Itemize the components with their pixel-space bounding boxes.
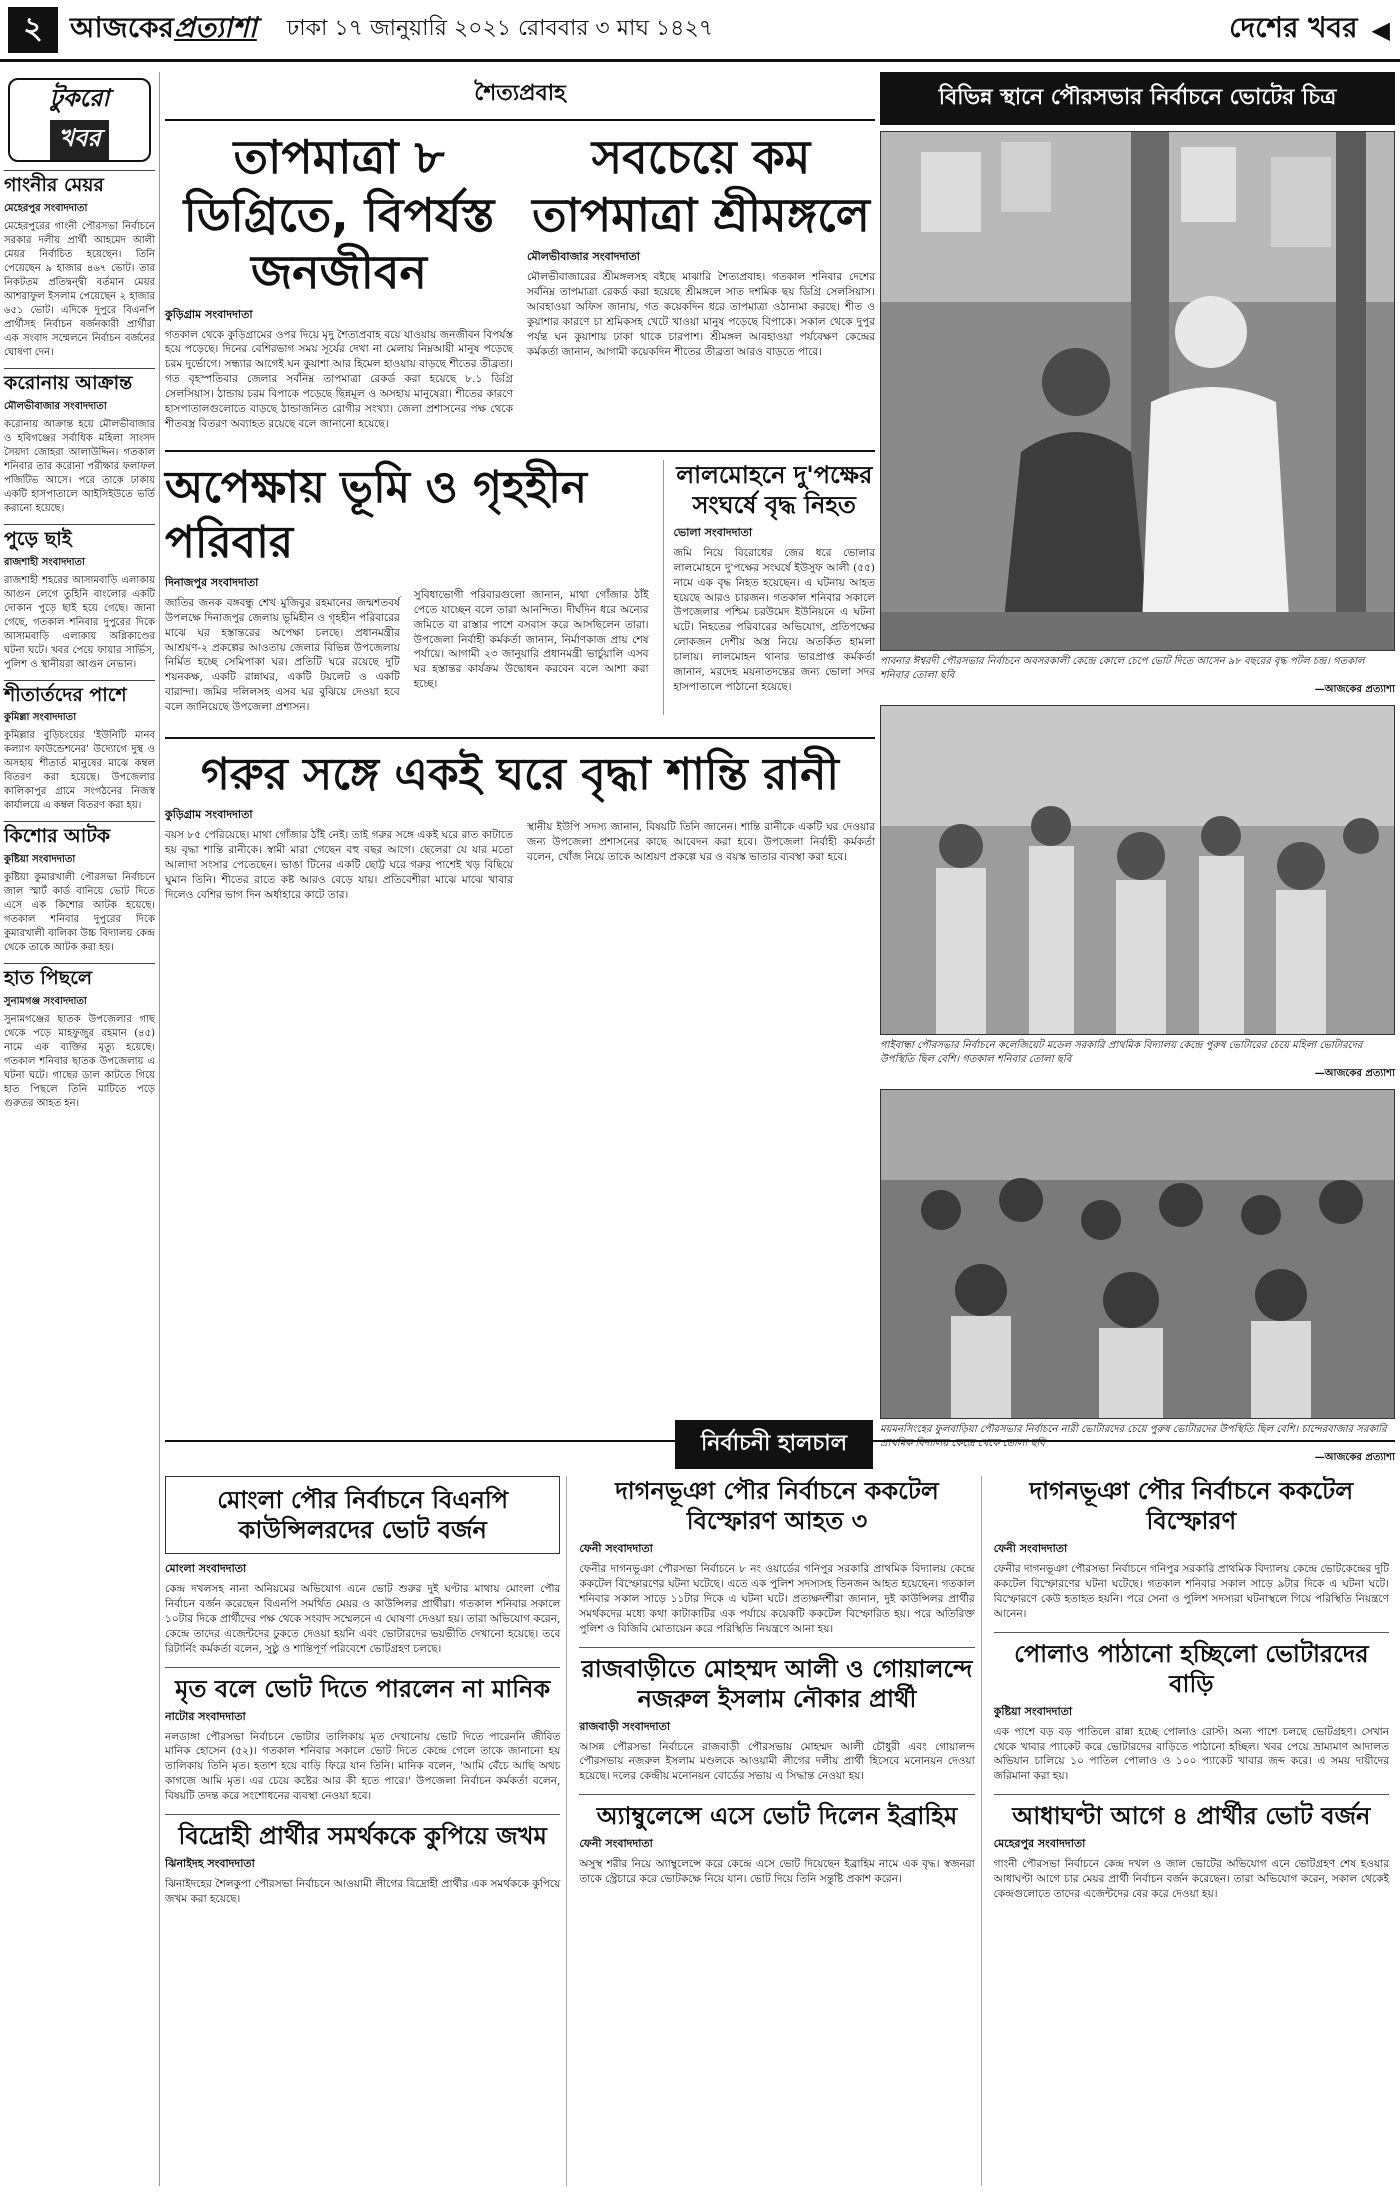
news-photo — [880, 131, 1395, 651]
article-body: বয়স ৮৫ পেরিয়েছে। মাথা গোঁজার ঠাঁই নেই। তাই গরুর সঙ্গে একই ঘরে রাত কাটাতে হয় বৃদ্ধা শান্তি রানীকে। স্বামী মারা গেছেন বহু বছর আগে। ছেলেরা যে যার মতো আলাদা সংসার পেতেছেন। ভাঙা টিনের একটি ছোট্ট ঘরে গরুর পাশেই খড় বিছিয়ে ঘুমান তিনি। শীতের রাতে কষ্ট আরও বেড়ে যায়। প্রতিবেশীরা মাঝে মাঝে খাবার দিলেও বেশির ভাগ দিন অর্ধাহারে কাটে তার। — [165, 829, 513, 901]
byline: নাটোর সংবাদদাতা — [165, 1709, 246, 1723]
byline: ফেনী সংবাদদাতা — [579, 1542, 653, 1555]
brief-story — [4, 524, 155, 672]
byline: ভোলা সংবাদদাতা — [673, 525, 753, 539]
headline: লালমোহনে দু'পক্ষের সংঘর্ষে বৃদ্ধ নিহত — [676, 460, 873, 519]
article-body: মৌলভীবাজারের শ্রীমঙ্গলসহ বইছে মাঝারি শৈত্যপ্রবাহ। গতকাল শনিবার দেশের সর্বনিম্ন তাপমাত্রা রেকর্ড করা হয়েছে শ্রীমঙ্গলে সাত দশমিক ছয় ডিগ্রি সেলসিয়াস। আবহাওয়া অফিস জানায়, গত কয়েকদিন ধরে তাপমাত্রা ওঠানামা করছে। শীত ও কুয়াশার কারণে চা শ্রমিকসহ খেটে খাওয়া মানুষ পড়েছে বিপাকে। সকাল থেকে দুপুর পর্যন্ত ঘন কুয়াশায় ঢাকা থাকে চারপাশ। শ্রীমঙ্গল আবহাওয়া পর্যবেক্ষণ কেন্দ্রের কর্মকর্তা জানান, আগামী কয়েকদিন শীতের তীব্রতা আরও বাড়তে পারে। — [527, 271, 875, 358]
dateline: ঢাকা ১৭ জানুয়ারি ২০২১ রোববার ৩ মাঘ ১৪২৭ — [286, 16, 714, 41]
photo-feature-title: বিভিন্ন স্থানে পৌরসভার নির্বাচনে ভোটের চিত্র — [880, 72, 1395, 125]
byline: মৌলভীবাজার সংবাদদাতা — [527, 250, 640, 263]
headline: দাগনভূঞা পৌর নির্বাচনে ককটেল বিস্ফোরণ আহত ৩ — [615, 1477, 939, 1535]
byline: কুড়িগ্রাম সংবাদদাতা — [165, 307, 253, 321]
headline: অ্যাম্বুলেন্সে এসে ভোট দিলেন ইব্রাহিম — [579, 1794, 974, 1831]
brief-story — [4, 821, 155, 955]
brief-title: কিশোর আটক — [4, 821, 155, 848]
headline-box — [165, 1476, 560, 1554]
byline: রাজবাড়ী সংবাদদাতা — [579, 1719, 671, 1733]
story-shanti-body — [165, 802, 875, 903]
article-body: ফেনীর দাগনভূঞা পৌরসভা নির্বাচনে গনিপুর সরকারি প্রাথমিক বিদ্যালয় কেন্দ্রে ভোটকেন্দ্রের দুটি ককটেল বিস্ফোরণের ঘটনা ঘটেছে। গতকাল শনিবার সকাল সাড়ে ৯টার দিকে এ ঘটনা ঘটে। বিস্ফোরণে কেউ হতাহত হয়নি। পরে সেনা ও পুলিশ সদস্যরা ঘটনাস্থলে গিয়ে পরিস্থিতি নিয়ন্ত্রণে আনেন। — [993, 1563, 1389, 1620]
byline: ফেনী সংবাদদাতা — [993, 1542, 1068, 1555]
article-body: গাংনী পৌরসভা নির্বাচনে কেন্দ্র দখল ও জাল ভোটের অভিযোগ এনে ভোটগ্রহণ শেষ হওয়ার আধাঘণ্টা আগে চার মেয়র প্রার্থী নির্বাচন বর্জন করেছেন। তারা অভিযোগ করেন, সকাল থেকেই কেন্দ্রগুলোতে তাদের এজেন্টদের বের করে দেওয়া হয়। — [993, 1858, 1389, 1901]
news-photo — [880, 1089, 1395, 1419]
headline: মোংলা পৌর নির্বাচনে বিএনপি কাউন্সিলরদের ভোট বর্জন — [217, 1486, 509, 1544]
byline: কুষ্টিয়া সংবাদদাতা — [993, 1704, 1073, 1718]
section-title: দেশের খবর — [1229, 11, 1358, 44]
masthead — [0, 0, 1400, 62]
article-body: গতকাল থেকে কুড়িগ্রামের ওপর দিয়ে মৃদু শৈত্যপ্রবাহ বয়ে যাওয়ায় জনজীবন বিপর্যস্ত হয়ে পড়েছে। দিনের বেশিরভাগ সময় সূর্যের দেখা না মেলায় নিম্নআয়ী মানুষ পড়েছে চরম দুর্ভোগে। সন্ধ্যার আগেই ঘন কুয়াশা আর হিমেল হাওয়ায় বাড়ছে শীতের তীব্রতা। গত বৃহস্পতিবার জেলার সর্বনিম্ন তাপমাত্রা রেকর্ড করা হয়েছে ৮.১ ডিগ্রি সেলসিয়াস। ঠান্ডায় চরম বিপাকে পড়েছে ছিন্নমূল ও অসহায় মানুষেরা। শীতের কারণে হাসপাতালগুলোতে বাড়ছে ঠান্ডাজনিত রোগীর সংখ্যা। জেলা প্রশাসনের পক্ষ থেকে শীতবস্ত্র বিতরণ অব্যাহত রয়েছে বলে জানানো হয়েছে। — [165, 328, 513, 430]
cold-wave-stories — [165, 129, 875, 432]
headline: পোলাও পাঠানো হচ্ছিলো ভোটারদের বাড়ি — [994, 1632, 1389, 1699]
article-body: ফেনীর দাগনভূঞা পৌরসভা নির্বাচনে ৮ নং ওয়ার্ডের গনিপুর সরকারি প্রাথমিক বিদ্যালয় কেন্দ্রে ককটেল বিস্ফোরণের ঘটনা ঘটেছে। এতে এক পুলিশ সদস্যসহ তিনজন আহত হয়েছেন। গতকাল শনিবার সকাল সাড়ে ১১টার দিকে এ ঘটনা ঘটে। প্রত্যক্ষদর্শীরা জানান, দুই কাউন্সিলর প্রার্থীর সমর্থকদের মধ্যে কথা কাটাকাটির এক পর্যায়ে কয়েকটি ককটেল বিস্ফোরিত হয়। পরে অতিরিক্ত পুলিশ ও বিজিবি মোতায়েন করে পরিস্থিতি নিয়ন্ত্রণে আনা হয়। — [579, 1563, 975, 1635]
article-body: জমি নিয়ে বিরোধের জের ধরে ভোলার লালমোহনে দু'পক্ষের সংঘর্ষে ইউসুফ আলী (৫৫) নামে এক বৃদ্ধ নিহত হয়েছেন। এ ঘটনায় আহত হয়েছে আরও চারজন। গতকাল শনিবার সকালে উপজেলার পশ্চিম চরউমেদ ইউনিয়নে এ ঘটনা ঘটে। নিহতের পরিবারের অভিযোগ, প্রতিপক্ষের লোকজন দেশীয় অস্ত্র নিয়ে অতর্কিত হামলা চালায়। লালমোহন থানার ভারপ্রাপ্ত কর্মকর্তা জানান, মরদেহ ময়নাতদন্তের জন্য ভোলা সদর হাসপাতালে পাঠানো হয়েছে। — [673, 546, 875, 693]
photo-feature — [880, 72, 1395, 1463]
article-body: আসন্ন পৌরসভা নির্বাচনে রাজবাড়ী পৌরসভায় মোহম্মদ আলী চৌধুরী এবং গোয়ালন্দ পৌরসভায় নজরুল ইসলাম মণ্ডলকে আওয়ামী লীগের দলীয় প্রার্থী হিসেবে মনোনয়ন দেওয়া হয়েছে। দলের কেন্দ্রীয় মনোনয়ন বোর্ডের সভায় এ সিদ্ধান্ত নেওয়া হয়। — [579, 1740, 975, 1783]
story-housing — [165, 460, 649, 715]
brief-byline: সুনামগঞ্জ সংবাদদাতা — [4, 996, 87, 1008]
brand-part-1: আজকের — [70, 11, 174, 44]
article-body: এক পাশে বড় বড় পাতিলে রান্না হচ্ছে পোলাও রোস্ট। অন্য পাশে চলছে ভোটগ্রহণ। সেখান থেকে খাবার প্যাকেট করে ভোটারদের বাড়িতে পাঠানো হচ্ছিল। খবর পেয়ে ভ্রাম্যমাণ আদালত অভিযান চালিয়ে ১০ পাতিল পোলাও ও ১০০ প্যাকেট খাবার জব্দ করে। এ সময় দায়ীদের জরিমানা করা হয়। — [993, 1725, 1389, 1783]
byline: মেহেরপুর সংবাদদাতা — [993, 1837, 1086, 1851]
briefs-badge — [8, 78, 151, 162]
arrow-left-icon: ◀ — [1371, 15, 1390, 44]
brief-title: গাংনীর মেয়র — [4, 170, 155, 197]
story-cold-sreemangal — [527, 129, 875, 432]
photo-elderly-voter — [881, 132, 1394, 650]
photo-men-queue — [881, 1090, 1394, 1418]
brief-byline: মৌলভীবাজার সংবাদদাতা — [4, 400, 107, 412]
headline: গরুর সঙ্গে একই ঘরে বৃদ্ধা শান্তি রানী — [201, 749, 839, 801]
photo-credit: —আজকের প্রত্যাশা — [1314, 684, 1395, 695]
photo-caption: ময়মনসিংহের ফুলবাড়িয়া পৌরসভার নির্বাচনে নারী ভোটারদের চেয়ে পুরুষ ভোটারদের উপস্থিতি ছিল বেশি। চান্দেরবাজার সরকারি প্রাথমিক বিদ্যালয় কেন্দ্রে থেকে তোলা ছবি — [880, 1424, 1387, 1449]
byline: ঝিনাইদহ সংবাদদাতা — [165, 1857, 255, 1871]
brief-title: হাত পিছলে — [4, 963, 155, 990]
photo-caption: গাইবান্ধা পৌরসভার নির্বাচনে কলেজিয়েট মডেল সরকারি প্রাথমিক বিদ্যালয় কেন্দ্রে পুরুষ ভোটারের চেয়ে মহিলা ভোটারদের উপস্থিতি ছিল বেশি। গতকাল শনিবার তোলা ছবি — [880, 1040, 1363, 1065]
byline: মোংলা সংবাদদাতা — [165, 1562, 247, 1575]
story-shanti-col-a — [165, 802, 513, 903]
story-shanti-col-b — [527, 802, 875, 903]
brief-story — [4, 963, 155, 1111]
story-housing-col-b — [414, 570, 649, 715]
story-housing-col-a — [165, 570, 400, 715]
byline: ফেনী সংবাদদাতা — [579, 1837, 653, 1851]
story-housing-body — [165, 570, 649, 715]
brief-story — [4, 170, 155, 360]
headline: মৃত বলে ভোট দিতে পারলেন না মানিক — [165, 1667, 560, 1704]
brief-byline: রাজশাহী সংবাদদাতা — [4, 556, 85, 568]
headline: বিদ্রোহী প্রার্থীর সমর্থককে কুপিয়ে জখম — [165, 1814, 560, 1851]
brief-byline: কুষ্টিয়া সংবাদদাতা — [4, 854, 76, 866]
brief-text: সুনামগঞ্জের ছাতক উপজেলার গাছ থেকে পড়ে মাহফুজুর রহমান (৪৫) নামে এক ব্যক্তির মৃত্যু হয়েছে। গতকাল শনিবার ছাতক উপজেলায় এ ঘটনা ঘটে। গাছের ডাল কাটতে গিয়ে হাত পিছলে তিনি মাটিতে পড়ে গুরুতর আহত হন। — [4, 1014, 155, 1110]
election-columns — [165, 1476, 1395, 2186]
brief-text: কুষ্টিয়া কুমারখালী পৌরসভা নির্বাচনে জাল স্মার্ট কার্ড বানিয়ে ভোট দিতে এসে এক কিশোর আটক হয়েছে। গতকাল শনিবার দুপুরের দিকে কুমারখালী বালিকা উচ্চ বিদ্যালয় কেন্দ্র থেকে তাকে আটক করা হয়। — [4, 872, 155, 954]
article-body: জাতির জনক বঙ্গবন্ধু শেখ মুজিবুর রহমানের জন্মশতবর্ষ উপলক্ষে দিনাজপুর জেলায় ভূমিহীন ও গৃহহীন পরিবারের মাঝে ঘর হস্তান্তরের অপেক্ষা চলছে। প্রধানমন্ত্রীর আশ্রয়ণ-২ প্রকল্পের আওতায় জেলার বিভিন্ন উপজেলায় নির্মিত হচ্ছে সেমিপাকা ঘর। প্রতিটি ঘরে রয়েছে দুটি শয়নকক্ষ, একটি রান্নাঘর, একটি টয়লেট ও একটি বারান্দা। জমির দলিলসহ এসব ঘর বুঝিয়ে দেওয়া হবে বলে জানিয়েছে উপজেলা প্রশাসন। — [165, 596, 400, 714]
brief-text: মেহেরপুরের গাংনী পৌরসভা নির্বাচনে সরকার দলীয় প্রার্থী আহমেদ আলী মেয়র নির্বাচিত হয়েছেন। তিনি পেয়েছেন ৯ হাজার ৪৬৭ ভোট। তার নিকটতম প্রতিদ্বন্দ্বী বর্তমান মেয়র আশরাফুল ইসলাম পেয়েছেন ২ হাজার ৬৫১ ভোট। এদিকে দুপুরে বিএনপি প্রার্থীসহ নির্বাচন বর্জনকারী প্রার্থীরা এক সংবাদ সম্মেলনে নির্বাচন বর্জনের ঘোষণা দেন। — [4, 220, 155, 358]
story-shanti-rani — [165, 737, 875, 903]
brief-text: কুমিল্লার বুড়িচংয়ের 'ইউনিটি মানব কল্যাণ ফাউন্ডেশনের' উদ্যোগে দুস্থ ও অসহায় শীতার্ত মানুষের মাঝে কম্বল বিতরণ করা হয়েছে। উপজেলার কালিকাপুর গ্রামে সংগঠনের নিজস্ব কার্যালয়ে এ কম্বল বিতরণ করা হয়। — [4, 730, 155, 812]
brief-byline: কুমিল্লা সংবাদদাতা — [4, 712, 77, 724]
headline: দাগনভূঞা পৌর নির্বাচনে ককটেল বিস্ফোরণ — [1029, 1477, 1354, 1535]
election-col-3 — [994, 1476, 1395, 2186]
photo-caption: পাবনার ঈশ্বরদী পৌরসভার নির্বাচনে অবসরকালী কেন্দ্রে কোলে চেপে ভোট দিতে আসেন ৯৮ বছরের বৃদ্ধ পটল চন্দ্র। গতকাল শনিবার তোলা ছবি — [880, 656, 1365, 681]
brief-byline: মেহেরপুর সংবাদদাতা — [4, 202, 88, 214]
row-housing-clash — [165, 450, 875, 715]
left-briefs-column — [0, 72, 160, 2186]
election-col-2 — [579, 1476, 981, 2186]
story-clash — [663, 460, 875, 715]
kicker: শৈত্যপ্রবাহ — [165, 76, 875, 121]
briefs-badge-top: টুকরো — [49, 83, 110, 112]
brief-title: করোনায় আক্রান্ত — [4, 368, 155, 395]
article-body: স্থানীয় ইউপি সদস্য জানান, বিষয়টি তিনি জানেন। শান্তি রানীকে একটি ঘর দেওয়ার জন্য উপজেলা প্রশাসনের কাছে আবেদন করা হবে। উপজেলা নির্বাহী কর্মকর্তা বলেন, খোঁজ নিয়ে তাকে আশ্রয়ণ প্রকল্পে ঘর ও বয়স্ক ভাতার ব্যবস্থা করা হবে। — [527, 821, 875, 863]
article-body: নলডাঙ্গা পৌরসভা নির্বাচনে ভোটার তালিকায় মৃত দেখানোয় ভোট দিতে পারেননি জীবিত মানিক হোসেন (৫২)। গতকাল শনিবার সকালে ভোট দিতে কেন্দ্রে গেলে তাকে জানানো হয় তালিকায় তিনি মৃত। হতাশ হয়ে বাড়ি ফিরে যান তিনি। মানিক বলেন, 'আমি বেঁচে আছি অথচ কাগজে আমি মৃত। এর চেয়ে কষ্টের আর কী হতে পারে।' উপজেলা নির্বাচন কর্মকর্তা বলেন, বিষয়টি তদন্ত করে সংশোধনের ব্যবস্থা নেওয়া হবে। — [165, 1730, 561, 1803]
briefs-badge-bottom: খবর — [50, 120, 108, 160]
byline: কুড়িগ্রাম সংবাদদাতা — [165, 808, 253, 822]
headline: তাপমাত্রা ৮ ডিগ্রিতে, বিপর্যস্ত জনজীবন — [183, 130, 495, 299]
main-stories — [165, 72, 875, 1422]
brief-story — [4, 680, 155, 814]
brief-title: শীতার্তদের পাশে — [4, 680, 155, 707]
headline: অপেক্ষায় ভূমি ও গৃহহীন পরিবার — [165, 461, 588, 568]
election-col-1 — [165, 1476, 567, 2186]
photo-credit: —আজকের প্রত্যাশা — [1314, 1452, 1395, 1463]
brief-title: পুড়ে ছাই — [4, 524, 155, 551]
photo-women-queue — [881, 706, 1394, 1034]
headline: সবচেয়ে কম তাপমাত্রা শ্রীমঙ্গলে — [532, 130, 870, 242]
article-body: অসুস্থ শরীর নিয়ে অ্যাম্বুলেন্সে করে কেন্দ্রে এসে ভোট দিয়েছেন ইব্রাহিম নামে এক বৃদ্ধ। স্বজনরা তাকে স্ট্রেচারে করে ভোটকক্ষে নিয়ে যান। ভোট দিয়ে তিনি সন্তুষ্টি প্রকাশ করেন। — [579, 1858, 975, 1886]
brief-text: করোনায় আক্রান্ত হয়ে মৌলভীবাজার ও হবিগঞ্জের সর্বাধিক মহিলা সাংসদ সৈয়দা জোহরা আলাউদ্দিন। গতকাল শনিবার তার করোনা পরীক্ষার ফলাফল পজিটিভ আসে। পরে তাকে ঢাকায় একটি হাসপাতালে আইসিইউতে ভর্তি করানো হয়েছে। — [4, 418, 155, 514]
news-photo — [880, 705, 1395, 1035]
photo-credit: —আজকের প্রত্যাশা — [1314, 1068, 1395, 1079]
article-body: সুবিধাভোগী পরিবারগুলো জানান, মাথা গোঁজার ঠাঁই পেতে যাচ্ছেন বলে তারা আনন্দিত। দীর্ঘদিন ধরে অন্যের জমিতে বা রাস্তার পাশে বসবাস করে আসছিলেন তারা। উপজেলা নির্বাহী কর্মকর্তা জানান, নির্মাণকাজ প্রায় শেষ পর্যায়ে। আগামী ২৩ জানুয়ারি প্রধানমন্ত্রী ভার্চুয়ালি এসব ঘর হস্তান্তর কার্যক্রম উদ্বোধন করবেন বলে আশা করা হচ্ছে। — [413, 588, 649, 691]
headline: রাজবাড়ীতে মোহম্মদ আলী ও গোয়ালন্দে নজরুল ইসলাম নৌকার প্রার্থী — [579, 1647, 974, 1714]
brief-text: রাজশাহী শহরের আসামবাড়ি এলাকায় আগুন লেগে তুহিনি বাংলোর একটি দোকান পুড়ে ছাই হয়ে গেছে। জানা গেছে, গতকাল শনিবার দুপুরের দিকে আসামবাড়ি এলাকায় অগ্নিকাণ্ডের ঘটনা ঘটে। খবর পেয়ে ফায়ার সার্ভিস, পুলিশ ও স্থানীয়রা আগুন নেভান। — [4, 574, 155, 670]
brief-story — [4, 368, 155, 516]
article-body: কেন্দ্র দখলসহ নানা অনিয়মের অভিযোগ এনে ভোট শুরুর দুই ঘণ্টার মাথায় মোংলা পৌর নির্বাচন বর্জন করেছেন বিএনপি সমর্থিত মেয়র ও কাউন্সিলর প্রার্থীরা। গতকাল শনিবার সকালে ১০টার দিকে প্রার্থীদের পক্ষ থেকে সংবাদ সম্মেলনে এ ঘোষণা দেওয়া হয়। তারা অভিযোগ করেন, কেন্দ্রে তাদের এজেন্টদের ঢুকতে দেওয়া হয়নি এবং ভোটারদের ভয়ভীতি দেখানো হয়েছে। তবে রিটার্নিং কর্মকর্তা বলেন, সুষ্ঠু ও শান্তিপূর্ণ পরিবেশে ভোটগ্রহণ চলছে। — [165, 1583, 561, 1655]
story-cold-kurigram — [165, 129, 513, 432]
headline: আধাঘণ্টা আগে ৪ প্রার্থীর ভোট বর্জন — [994, 1794, 1389, 1831]
article-body: ঝিনাইদহের শৈলকুপা পৌরসভা নির্বাচনে আওয়ামী লীগের বিদ্রোহী প্রার্থীর এক সমর্থককে কুপিয়ে জখম করা হয়েছে। — [165, 1878, 561, 1905]
election-section-title: নির্বাচনী হালচাল — [675, 1420, 873, 1469]
byline: দিনাজপুর সংবাদদাতা — [165, 575, 259, 589]
newspaper-logo — [70, 6, 257, 53]
brand-part-2: প্রত্যাশা — [173, 11, 257, 44]
page-number: ২ — [8, 7, 58, 53]
